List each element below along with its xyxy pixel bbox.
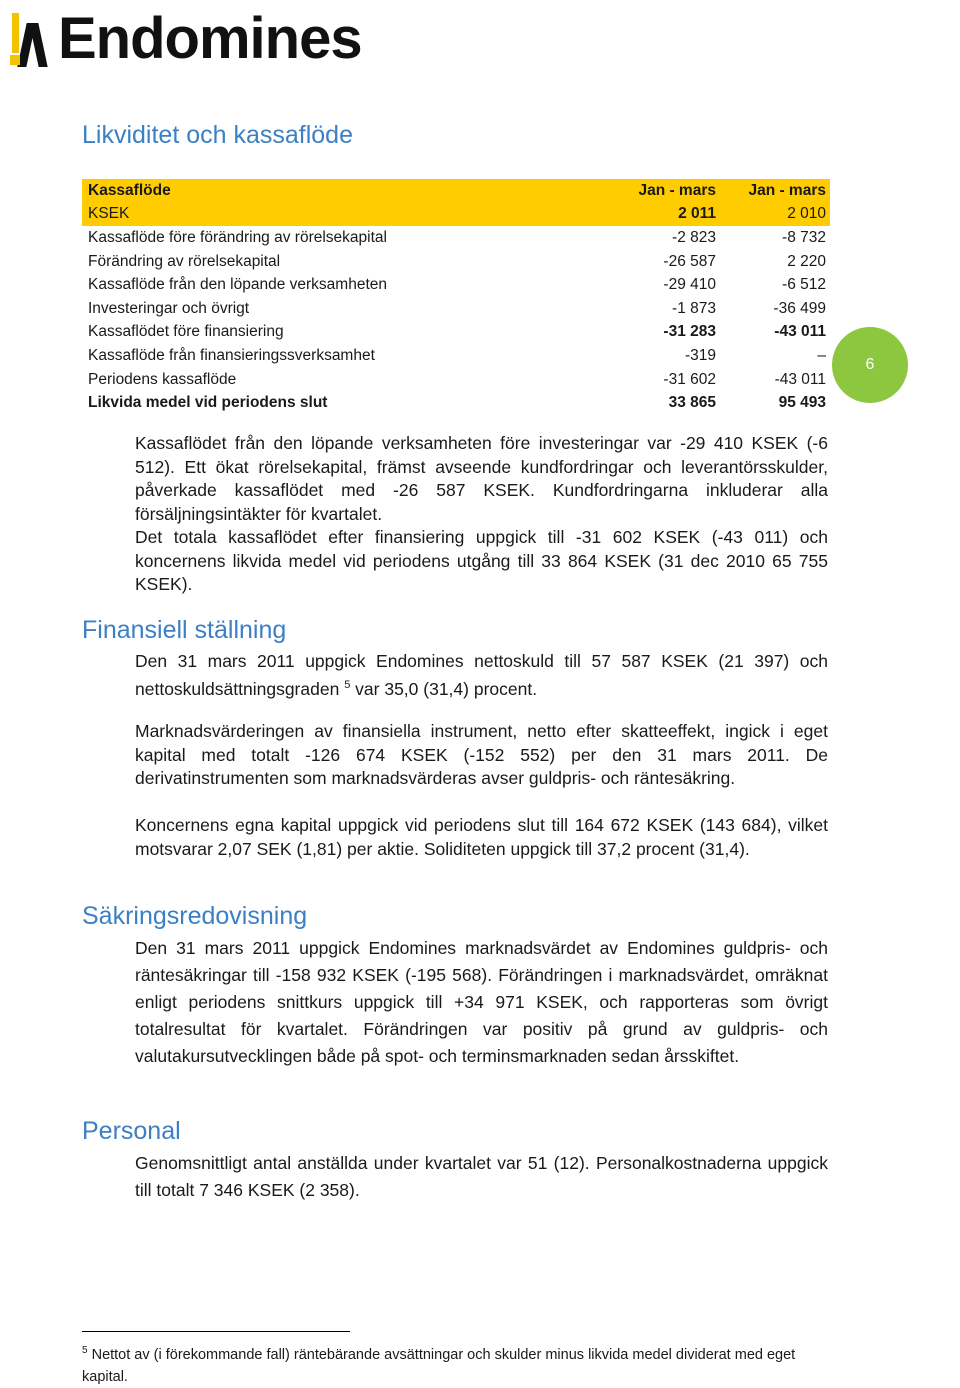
table-row <box>82 250 830 274</box>
footnote-number: 5 <box>82 1345 88 1356</box>
table-row <box>82 226 830 250</box>
section-title-hedge-accounting: Säkringsredovisning <box>82 902 308 930</box>
financial-paragraph-1 <box>135 650 828 701</box>
row-label: Likvida medel vid periodens slut <box>88 394 328 412</box>
footnote-text: Nettot av (i förekommande fall) räntebärande avsättningar och skulder minus likvida medel dividerat med eget kapital. <box>82 1346 796 1385</box>
table-subheader-col2: 2 010 <box>720 203 830 227</box>
table-header-label: Kassaflöde <box>82 179 610 203</box>
row-label: Periodens kassaflöde <box>88 370 237 388</box>
row-value-2011: -2 823 <box>672 228 716 246</box>
liquidity-paragraph-2: Det totala kassaflödet efter finansiering uppgick till -31 602 KSEK (-43 011) och koncernens likvida medel vid periodens utgång till 33 864 KSEK (31 dec 2010 65 755 KSEK). <box>135 527 828 594</box>
table-row <box>82 273 830 297</box>
financial-paragraph-1-tail: var 35,0 (31,4) procent. <box>350 678 538 699</box>
table-row <box>82 368 830 392</box>
table-header-row <box>82 179 830 203</box>
row-label: Kassaflödet före finansiering <box>88 323 284 341</box>
footnote <box>82 1340 842 1388</box>
financial-paragraph-2: Marknadsvärderingen av finansiella instrument, netto efter skatteeffekt, ingick i eget kapital med totalt -126 674 KSEK (-152 552) per den 31 mars 2011. De derivatinstrumenten som marknadsvärderas avser guldpris- och räntesäkring. <box>135 721 828 788</box>
table-row <box>82 391 830 415</box>
financial-paragraph-1-text: Den 31 mars 2011 uppgick Endomines nettoskuld till 57 587 KSEK (21 397) och nettoskuldsättningsgraden <box>135 651 828 699</box>
table-subheader-label: KSEK <box>82 203 610 227</box>
footnote-reference: 5 <box>344 678 351 691</box>
table-subheader-col1: 2 011 <box>610 203 720 227</box>
row-value-2010: -36 499 <box>773 299 826 317</box>
logo-mark-icon <box>8 11 54 67</box>
table-row <box>82 344 830 368</box>
financial-paragraph-3: Koncernens egna kapital uppgick vid periodens slut till 164 672 KSEK (143 684), vilket motsvarar 2,07 SEK (1,81) per aktie. Soliditeten uppgick till 37,2 procent (31,4). <box>135 815 828 859</box>
row-value-2010: -43 011 <box>774 323 826 341</box>
row-value-2010: -43 011 <box>774 370 826 388</box>
cashflow-table <box>82 179 830 415</box>
liquidity-paragraph-1: Kassaflödet från den löpande verksamheten före investeringar var -29 410 KSEK (-6 512). Ett ökat rörelsekapital, främst avseende kundfordringar och leverantörsskulder, påverkade kassaflödet med -26 587 KSEK. Kundfordringarna inkluderar alla försäljningsintäkter för kvartalet. <box>135 433 828 524</box>
staff-paragraph-1: Genomsnittligt antal anställda under kvartalet var 51 (12). Personalkostnaderna uppgick till totalt 7 346 KSEK (2 358). <box>135 1153 828 1200</box>
table-header-col2: Jan - mars <box>720 179 830 203</box>
table-row <box>82 321 830 345</box>
table-header-col1: Jan - mars <box>610 179 720 203</box>
row-value-2011: -26 587 <box>663 252 716 270</box>
table-subheader-row <box>82 203 830 227</box>
table-row <box>82 297 830 321</box>
row-label: Kassaflöde före förändring av rörelsekapital <box>88 228 387 246</box>
section-title-staff: Personal <box>82 1117 181 1145</box>
page-number-badge: 6 <box>832 327 908 403</box>
row-value-2010: -6 512 <box>782 276 826 294</box>
row-value-2011: -31 283 <box>663 323 716 341</box>
row-label: Kassaflöde från finansieringssverksamhet <box>88 346 375 364</box>
logo-text: Endomines <box>58 6 362 71</box>
row-value-2011: -31 602 <box>663 370 716 388</box>
row-value-2010: 95 493 <box>778 394 826 412</box>
section-title-liquidity: Likviditet och kassaflöde <box>82 121 353 149</box>
row-value-2011: 33 865 <box>668 394 716 412</box>
row-value-2010: – <box>817 346 826 364</box>
section-title-financial: Finansiell ställning <box>82 616 287 644</box>
row-label: Investeringar och övrigt <box>88 299 250 317</box>
row-value-2010: 2 220 <box>787 252 826 270</box>
row-value-2010: -8 732 <box>782 228 826 246</box>
row-value-2011: -29 410 <box>663 276 716 294</box>
row-label: Kassaflöde från den löpande verksamheten <box>88 276 388 294</box>
company-logo <box>8 8 362 70</box>
row-value-2011: -319 <box>684 346 716 364</box>
row-value-2011: -1 873 <box>672 299 716 317</box>
row-label: Förändring av rörelsekapital <box>88 252 281 270</box>
footnote-divider <box>82 1331 350 1332</box>
hedge-paragraph-1: Den 31 mars 2011 uppgick Endomines marknadsvärdet av Endomines guldpris- och räntesäkringar till -158 932 KSEK (-195 568). Förändringen i marknadsvärdet, omräknat enligt periodens snittkurs uppgick till +34 971 KSEK, och rapporteras som övrigt totalresultat för kvartalet. Förändringen var positiv på grund av guldpris- och valutakursutvecklingen både på spot- och terminsmarknaden sedan årsskiftet. <box>135 938 828 1066</box>
